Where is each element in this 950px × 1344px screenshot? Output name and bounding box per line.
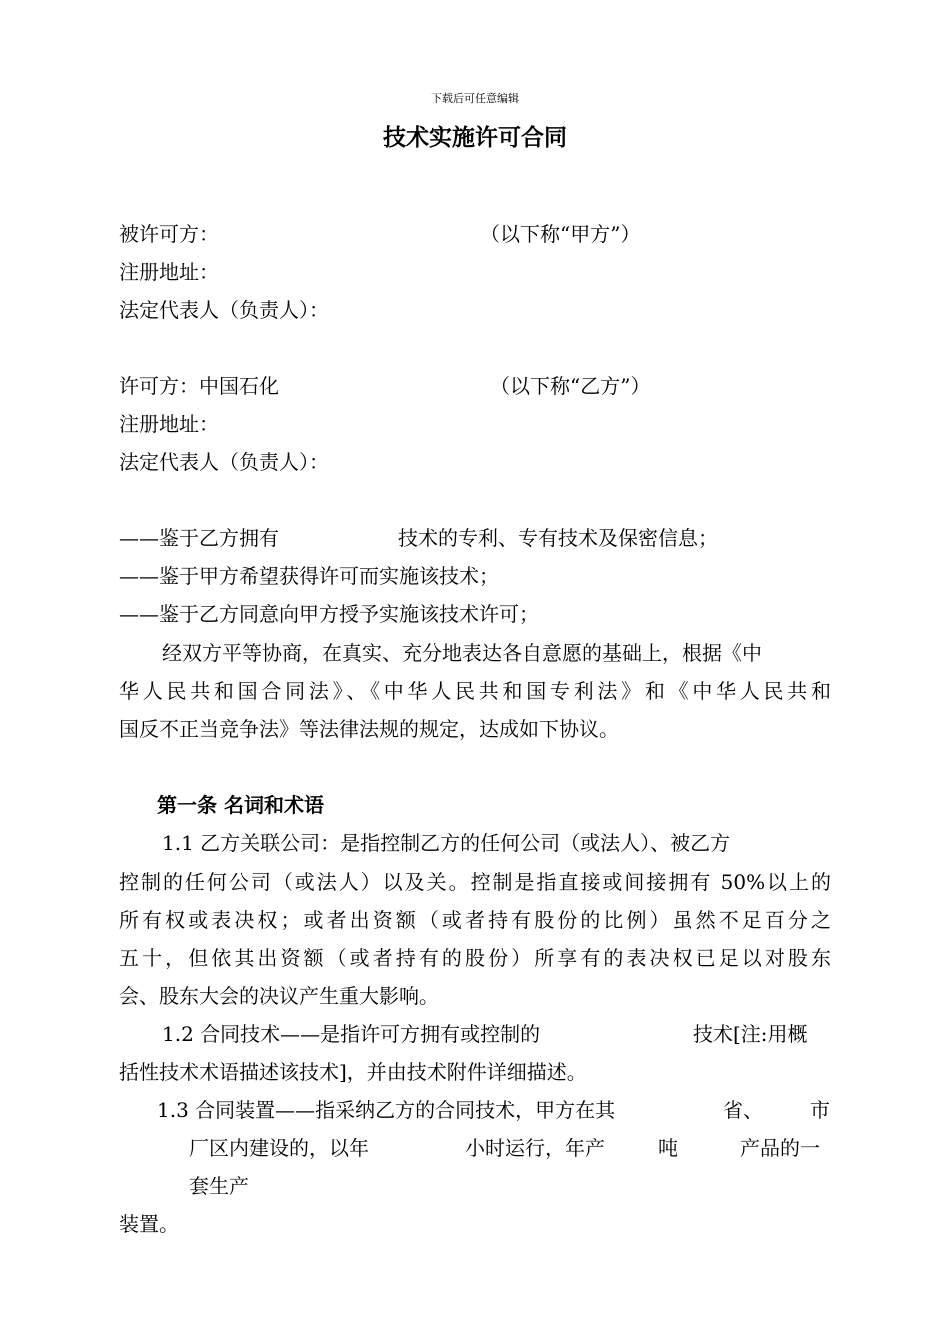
clause-1-3-line-1-start: 1.3 合同装置——指采纳乙方的合同技术，甲方在其 [157,1098,616,1122]
party-a-alias: （以下称“甲方”） [480,222,641,246]
clause-1-1-line-4: 五十，但依其出资额（或者持有的股份）所享有的表决权已足以对股东 [119,946,831,970]
party-a-representative-label: 法定代表人（负责人）： [119,298,329,322]
recital-3: ——鉴于乙方同意向甲方授予实施该技术许可； [119,602,539,626]
clause-1-3-line-4: 装置。 [119,1212,179,1236]
recital-2: ——鉴于甲方希望获得许可而实施该技术； [119,564,499,588]
clause-1-3-product: 产品的一 [740,1136,820,1160]
clause-1-1-line-2: 控制的任何公司（或法人）以及关。控制是指直接或间接拥有 50%以上的 [119,870,831,894]
preamble-line-2: 华人民共和国合同法》、《中华人民共和国专利法》和《中华人民共和 [119,679,831,703]
clause-1-3-city: 市 [810,1098,830,1122]
clause-1-3-line-2-start: 厂区内建设的，以年 [189,1136,369,1160]
party-b-label: 许可方：中国石化 [119,374,279,398]
preamble-line-1: 经双方平等协商，在真实、充分地表达各自意愿的基础上，根据《中 [162,641,762,665]
clause-1-2-line-1-end: 技术[注:用概 [693,1022,808,1046]
recital-1-end: 技术的专利、专有技术及保密信息； [398,526,718,550]
party-a-address-label: 注册地址： [119,260,219,284]
party-b-address-label: 注册地址： [119,412,219,436]
clause-1-3-line-3: 套生产 [189,1174,249,1198]
party-a-label: 被许可方： [119,222,219,246]
recital-1-start: ——鉴于乙方拥有 [119,526,279,550]
clause-1-1-line-5: 会、股东大会的决议产生重大影响。 [119,984,439,1008]
party-b-representative-label: 法定代表人（负责人）： [119,450,329,474]
clause-1-1-line-3: 所有权或表决权；或者出资额（或者持有股份的比例）虽然不足百分之 [119,908,831,932]
header-note: 下载后可任意编辑 [431,92,519,105]
document-title: 技术实施许可合同 [383,125,567,151]
article-1-heading: 第一条 名词和术语 [157,793,324,817]
clause-1-1-line-1: 1.1 乙方关联公司：是指控制乙方的任何公司（或法人）、被乙方 [162,831,731,855]
preamble-line-3: 国反不正当竞争法》等法律法规的规定，达成如下协议。 [119,717,619,741]
clause-1-2-line-2: 括性技术术语描述该技术]，并由技术附件详细描述。 [119,1060,587,1084]
clause-1-2-line-1-start: 1.2 合同技术——是指许可方拥有或控制的 [162,1022,541,1046]
clause-1-3-hours: 小时运行，年产 [465,1136,605,1160]
clause-1-3-province: 省、 [723,1098,763,1122]
clause-1-3-tons: 吨 [658,1136,678,1160]
party-b-alias: （以下称“乙方”） [490,374,651,398]
